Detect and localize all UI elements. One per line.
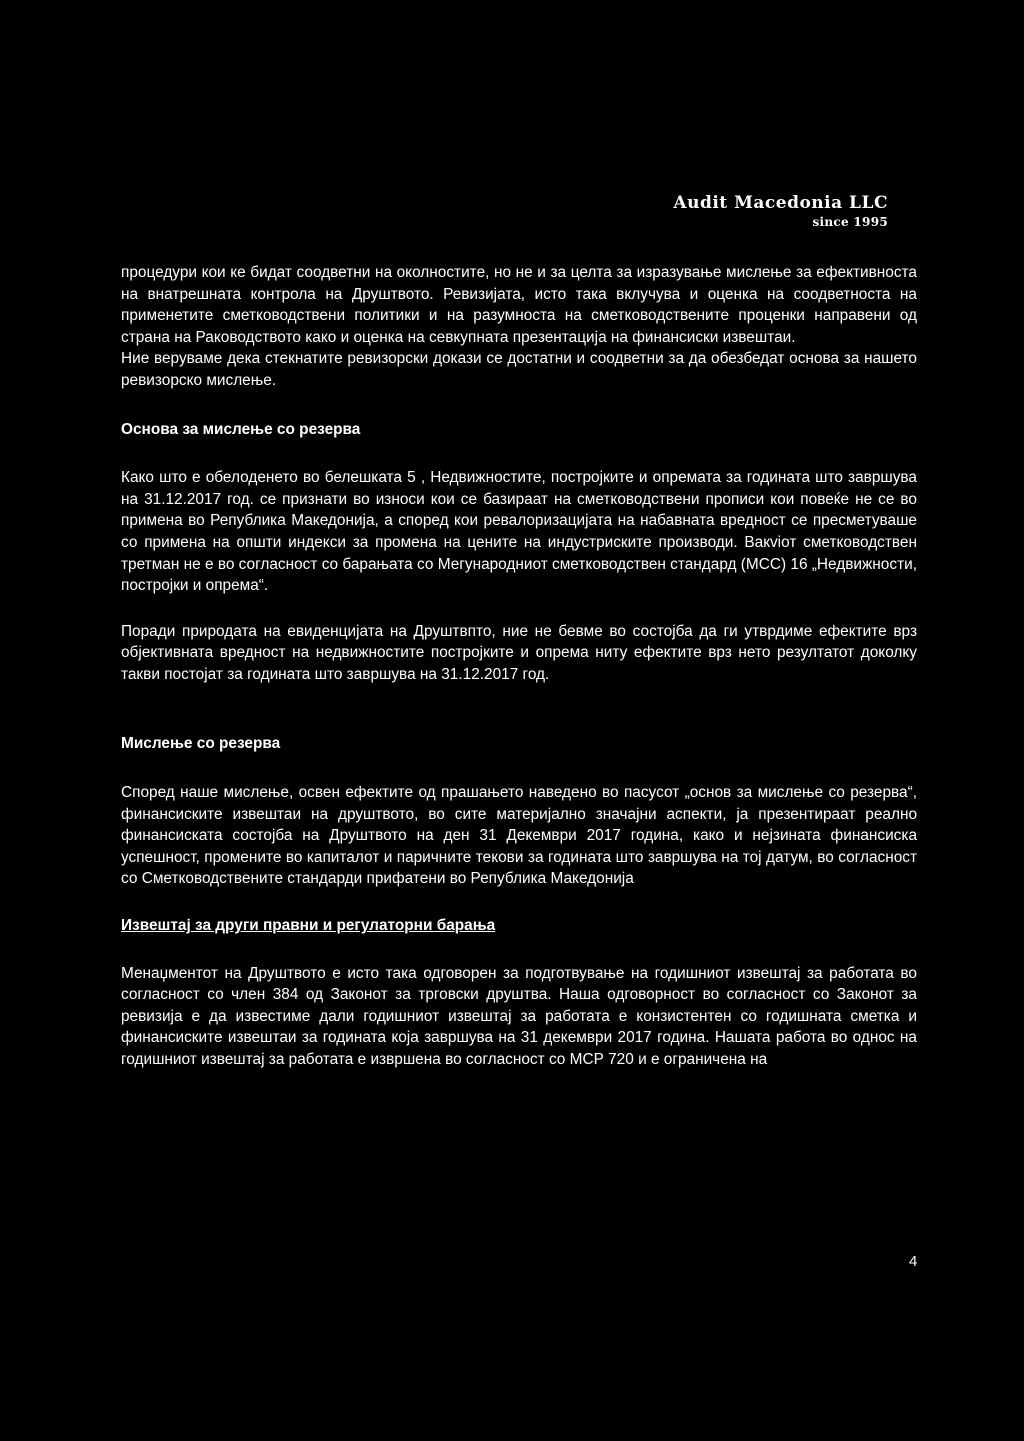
page-number: 4 — [909, 1253, 918, 1270]
basis-paragraph-1: Како што е обелоденето во белешката 5 , Недвижностите, постројките и опремата за годината што завршува на 31.12.2017 год. се признати во износи кои се базираат на сметководствени прописи кои повеќе не се во примена во Република Македонија, а според кои ревалоризацијата на набавната вредност се пресметуваше со примена на општи индекси за промена на цените на индустриските производи. Вакviот сметководствен третман не е во согласност со барањата со Мегународниот сметководствен стандард (МСС) 16 „Недвижности, постројки и опрема“. — [121, 469, 917, 595]
other-requirements-paragraph: Менаџментот на Друштвото е исто така одговорен за подготвување на годишниот извештај за работата во согласност со член 384 од Законот за трговски друштва. Наша одговорност во согласност со Законот за ревизија е да известиме дали годишниот извештај за работата е конзистентен со годишната сметка и финансиските извештаи за годината која завршува на 31 декември 2017 година. Нашата работа во однос на годишниот извештај за работата е извршена во согласност со МСР 720 и е ограничена на — [121, 964, 917, 1069]
basis-paragraph-2: Поради природата на евиденцијата на Друштвпто, ние не бевме во состојба да ги утврдиме ефектите врз објективната вредност на недвижностите постројките и опрема ниту ефектите врз нето резултатот доколку такви постојат за годината што завршува на 31.12.2017 год. — [121, 622, 917, 683]
opinion-heading: Мислење со резерва — [121, 734, 281, 752]
intro-paragraph: процедури кои ке бидат соодветни на околностите, но не и за целта за изразување мислење за ефективноста на внатрешната контрола на Друштвото. Ревизијата, исто така вклучува и оценка на соодветноста на применетите сметководствени политики и на разумноста на сметководствените проценки направени од страна на Раководството како и оценка на севкупната презентација на финансиски извештаи. — [121, 264, 917, 346]
opinion-paragraph: Според наше мислење, освен ефектите од прашањето наведено во пасусот „основ за мислење со резерва“, финансиските извештаи на друштвото, во сите материјално значајни аспекти, ја презентираат реално финансиската состојба на Друштвото на ден 31 Декември 2017 година, како и нејзината финансиска успешност, промените во капиталот и паричните текови за годината што завршува на тој датум, во согласност со Сметководствените стандарди прифатени во Република Македонија — [121, 784, 917, 888]
firm-name: Audit Macedonia LLC — [673, 193, 888, 213]
belief-paragraph: Ние веруваме дека стекнатите ревизорски докази се достатни и соодветни за да обезбедат основа за нашето ревизорско мислење. — [121, 350, 917, 389]
basis-heading: Основа за мислење со резерва — [121, 420, 361, 438]
firm-since: since 1995 — [812, 215, 888, 229]
document-body — [121, 262, 917, 1071]
letterhead — [673, 192, 888, 230]
other-requirements-heading: Извештај за други правни и регулаторни барања — [121, 917, 496, 935]
